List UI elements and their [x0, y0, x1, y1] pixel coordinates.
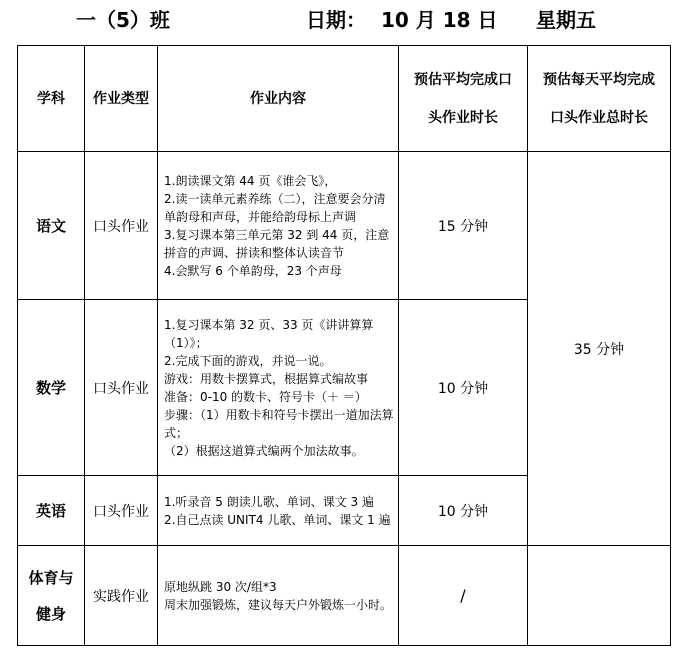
subject-pe-line1: 体育与 [28, 568, 74, 587]
subject-math: 数学 [18, 300, 85, 476]
content-line: 4.会默写 6 个单韵母，23 个声母 [164, 263, 342, 278]
content-line: 步骤：（1）用数卡和符号卡摆出一道加法算式； [164, 407, 394, 440]
duration-pe: / [399, 546, 528, 646]
header-daily-total-line2: 口头作业总时长 [550, 109, 648, 126]
content-line: 原地纵跳 30 次/组*3 [164, 579, 277, 594]
homework-table [17, 45, 671, 646]
subject-chinese: 语文 [18, 152, 85, 300]
subject-pe-line2: 健身 [35, 604, 66, 623]
content-line: 2.读一读单元素养练（二），注意要会分清单韵母和声母，并能给韵母标上声调 [164, 191, 386, 224]
content-line: 2.自己点读 UNIT4 儿歌、单词、课文 1 遍 [164, 512, 391, 527]
content-line: 2.完成下面的游戏，并说一说。 [164, 353, 332, 368]
class-name: 一（5）班 [76, 8, 170, 32]
header-avg-time [399, 46, 528, 152]
subject-pe [18, 546, 85, 646]
content-pe [158, 546, 399, 646]
duration-chinese: 15 分钟 [399, 152, 528, 300]
content-chinese [158, 152, 399, 300]
content-line: （2）根据这道算式编两个加法故事。 [164, 443, 364, 458]
content-line: 1.听录音 5 朗读儿歌、单词、课文 3 遍 [164, 494, 374, 509]
date-label: 日期： [306, 8, 366, 32]
table-row-pe [18, 546, 671, 646]
content-line: 游戏：用数卡摆算式，根据算式编故事 [164, 371, 369, 386]
duration-math: 10 分钟 [399, 300, 528, 476]
header-subject: 学科 [18, 46, 85, 152]
page-header [0, 0, 687, 40]
duration-english: 10 分钟 [399, 476, 528, 546]
table-row-chinese [18, 152, 671, 300]
content-line: 周末加强锻炼，建议每天户外锻炼一小时。 [164, 597, 393, 612]
content-line: 1.朗读课文第 44 页《谁会飞》， [164, 173, 337, 188]
type-math: 口头作业 [85, 300, 158, 476]
daily-total-value: 35 分钟 [528, 152, 671, 546]
weekday: 星期五 [536, 8, 596, 32]
header-avg-time-line1: 预估平均完成口 [414, 71, 512, 88]
type-chinese: 口头作业 [85, 152, 158, 300]
header-avg-time-line2: 头作业时长 [428, 109, 498, 126]
header-daily-total-line1: 预估每天平均完成 [543, 71, 655, 88]
content-line: 3.复习课本第三单元第 32 到 44 页，注意拼音的声调、拼读和整体认读音节 [164, 227, 390, 260]
content-math [158, 300, 399, 476]
content-english [158, 476, 399, 546]
daily-total-empty-cell [528, 546, 671, 646]
header-type: 作业类型 [85, 46, 158, 152]
content-line: 准备：0-10 的数卡、符号卡（＋ ＝） [164, 389, 367, 404]
type-pe: 实践作业 [85, 546, 158, 646]
date-value: 10 月 18 日 [381, 8, 498, 32]
header-daily-total [528, 46, 671, 152]
subject-english: 英语 [18, 476, 85, 546]
header-row [18, 46, 671, 152]
header-content: 作业内容 [158, 46, 399, 152]
content-line: 1.复习课本第 32 页、33 页《讲讲算算（1）》； [164, 317, 374, 350]
type-english: 口头作业 [85, 476, 158, 546]
